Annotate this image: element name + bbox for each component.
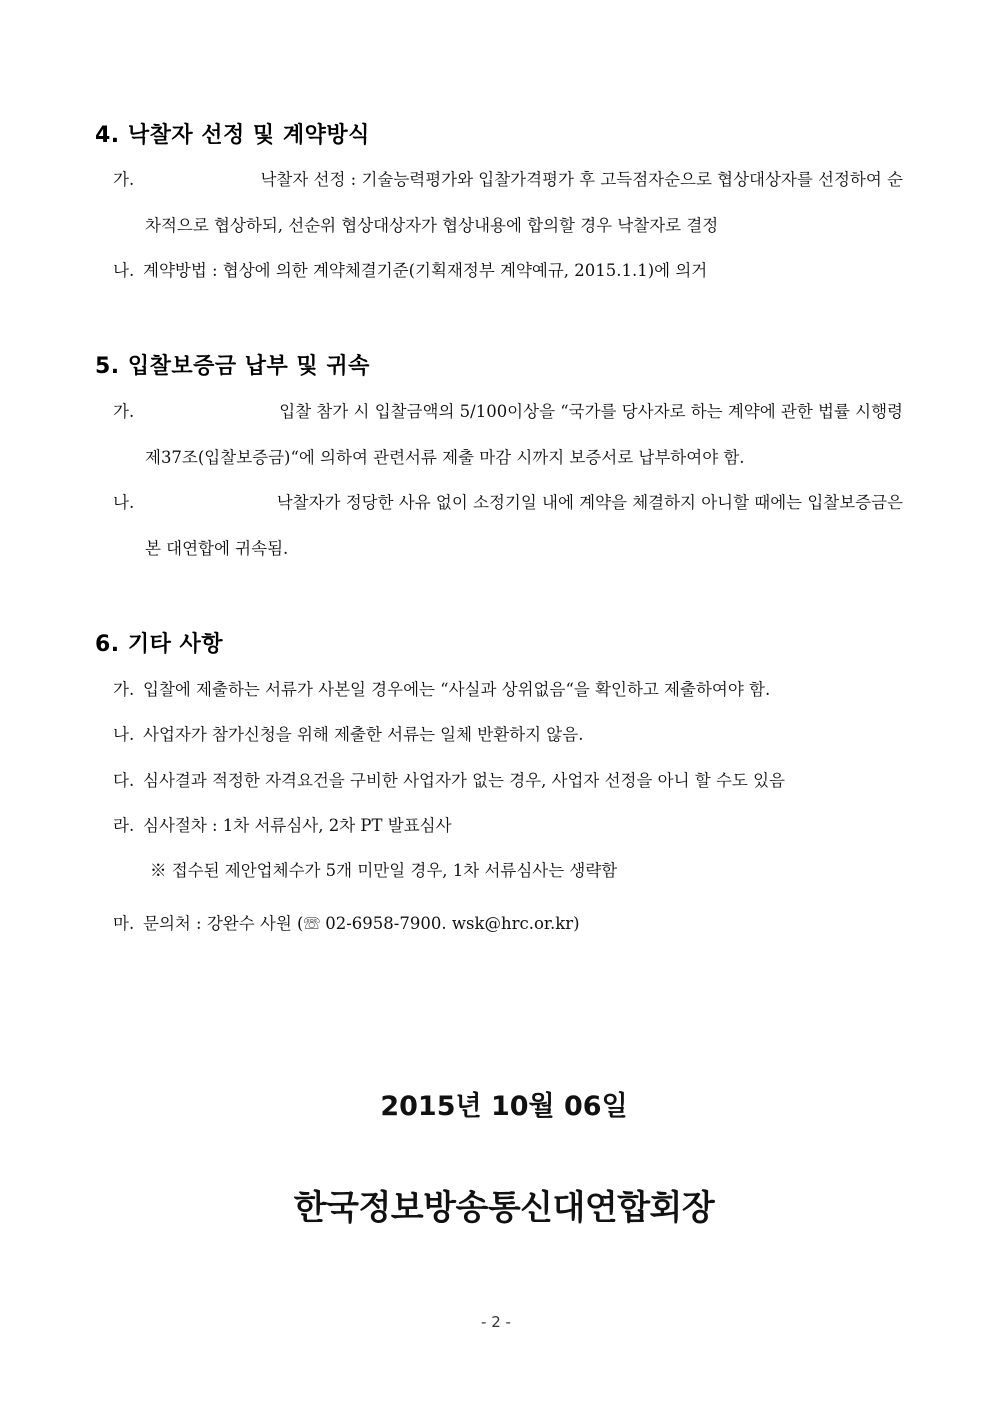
section-6-item-d [113, 816, 903, 836]
section-6-item-a [113, 680, 903, 700]
section-5-item-b [113, 493, 903, 513]
item-marker: 나. [113, 725, 135, 744]
section-4-item-a [113, 170, 903, 190]
section-6-heading: 6. 기타 사항 [95, 632, 223, 657]
organization-name: 한국정보방송통신대연합회장 [293, 1188, 715, 1228]
item-text: 입찰 참가 시 입찰금액의 5/100이상을 “국가를 당사자로 하는 계약에 관한 법률 시행령 [279, 402, 903, 421]
section-4-item-b [113, 261, 903, 281]
item-marker: 나. [113, 493, 135, 512]
section-6-item-d-note: ※ 접수된 제안업체수가 5개 미만일 경우, 1차 서류심사는 생략함 [150, 861, 618, 880]
item-marker: 라. [113, 816, 135, 835]
item-marker: 가. [113, 170, 135, 189]
announcement-date: 2015년 10월 06일 [380, 1091, 628, 1122]
section-4-heading: 4. 낙찰자 선정 및 계약방식 [95, 123, 370, 148]
item-text: 사업자가 참가신청을 위해 제출한 서류는 일체 반환하지 않음. [143, 725, 584, 744]
section-6-item-b [113, 725, 903, 745]
section-5-item-a-continued: 제37조(입찰보증금)“에 의하여 관련서류 제출 마감 시까지 보증서로 납부하여야 함. [145, 448, 745, 467]
item-text: 낙찰자가 정당한 사유 없이 소정기일 내에 계약을 체결하지 아니할 때에는 입찰보증금은 [276, 493, 903, 512]
page-number: - 2 - [481, 1313, 511, 1331]
item-text: 낙찰자 선정 : 기술능력평가와 입찰가격평가 후 고득점자순으로 협상대상자를 선정하여 순 [260, 170, 903, 189]
section-5-item-a [113, 402, 903, 422]
item-text: 심사결과 적정한 자격요건을 구비한 사업자가 없는 경우, 사업자 선정을 아니 할 수도 있음 [143, 771, 785, 790]
section-5-heading: 5. 입찰보증금 납부 및 귀속 [95, 354, 370, 379]
item-marker: 가. [113, 402, 135, 421]
section-5-item-b-continued: 본 대연합에 귀속됨. [145, 539, 289, 558]
section-4-item-a-continued: 차적으로 협상하되, 선순위 협상대상자가 협상내용에 합의할 경우 낙찰자로 결정 [145, 216, 719, 235]
item-marker: 다. [113, 771, 135, 790]
item-marker: 나. [113, 261, 135, 280]
item-marker: 마. [113, 914, 135, 933]
item-marker: 가. [113, 680, 135, 699]
item-text: 문의처 : 강완수 사원 (☏ 02-6958-7900. wsk@hrc.or.kr) [143, 914, 580, 933]
item-text: 심사절차 : 1차 서류심사, 2차 PT 발표심사 [143, 816, 452, 835]
item-text: 계약방법 : 협상에 의한 계약체결기준(기획재정부 계약예규, 2015.1.1)에 의거 [143, 261, 708, 280]
item-text: 입찰에 제출하는 서류가 사본일 경우에는 “사실과 상위없음“을 확인하고 제출하여야 함. [143, 680, 771, 699]
section-6-item-e [113, 914, 903, 934]
section-6-item-c [113, 771, 903, 791]
